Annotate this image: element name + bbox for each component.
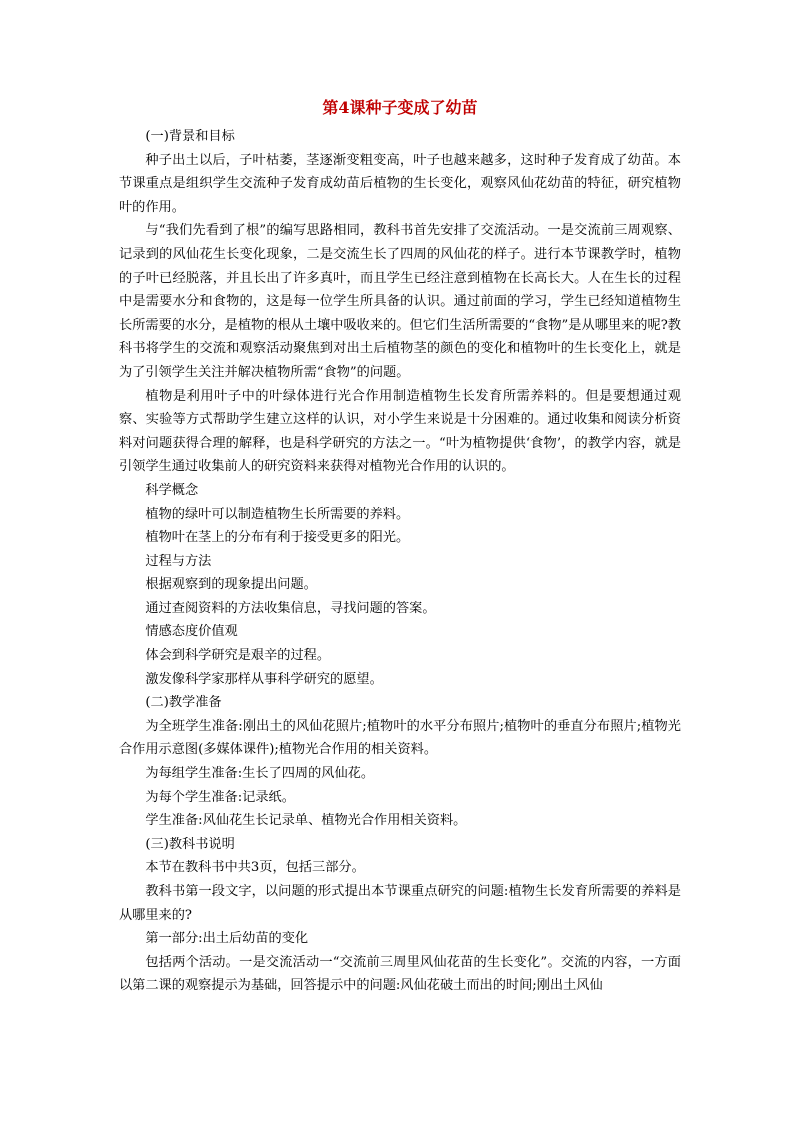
section-heading-textbook: (三)教科书说明 xyxy=(145,836,235,852)
paragraph-two-activities: 包括两个活动。一是交流活动一“交流前三周里风仙花苗的生长变化”。交流的内容，一方面以第二课的观察提示为基础，回答提示中的问题:风仙花破土而出的时间;刚出土风仙 xyxy=(119,954,681,994)
paragraph-textbook-pages: 本节在教科书中共3页，包括三部分。 xyxy=(145,860,365,876)
document-body xyxy=(119,125,681,998)
list-item: 体会到科学研究是艰辛的过程。 xyxy=(145,648,331,664)
list-item: 为每个学生准备:记录纸。 xyxy=(145,789,295,805)
paragraph-first-section: 教科书第一段文字，以问题的形式提出本节课重点研究的问题:植物生长发育所需要的养料是从哪里来的? xyxy=(119,884,681,923)
subheading-process-methods: 过程与方法 xyxy=(145,553,212,569)
paragraph-photosynthesis: 植物是利用叶子中的叶绿体进行光合作用制造植物生长发育所需养料的。但是要想通过观察、实验等方式帮助学生建立这样的认识，对小学生来说是十分困难的。通过收集和阅读分析资料对问题获得合理的解释，也是科学研究的方法之一。“叶为植物提供‘食物’，的教学内容，就是引领学生通过收集前人的研究资料来获得对植物光合作用的认识的。 xyxy=(119,388,681,475)
list-item: 为每组学生准备:生长了四周的风仙花。 xyxy=(145,766,375,782)
section-heading-background: (一)背景和目标 xyxy=(145,129,235,144)
subheading-part-one: 第一部分:出土后幼苗的变化 xyxy=(145,931,309,947)
document-title: 第4课种子变成了幼苗 xyxy=(322,98,478,117)
list-item: 植物的绿叶可以制造植物生长所需要的养料。 xyxy=(145,506,410,522)
list-item: 植物叶在茎上的分布有利于接受更多的阳光。 xyxy=(145,530,410,546)
paragraph-intro: 种子出土以后，子叶枯萎，茎逐渐变粗变高，叶子也越来越多，这时种子发育成了幼苗。本节课重点是组织学生交流种子发育成幼苗后植物的生长变化，观察风仙花幼苗的特征，研究植物叶的作用。 xyxy=(119,152,681,215)
list-item: 激发像科学家那样从事科学研究的愿望。 xyxy=(145,671,383,687)
paragraph-exchange-activity: 与“我们先看到了根”的编写思路相同，教科书首先安排了交流活动。一是交流前三周观察、记录到的风仙花生长变化现象，二是交流生长了四周的风仙花的样子。进行本节课教学时，植物的子叶已经脱落，并且长出了许多真叶，而且学生已经注意到植物在长高长大。人在生长的过程中是需要水分和食物的，这是每一位学生所具备的认识。通过前面的学习，学生已经知道植物生长所需要的水分，是植物的根从土壤中吸收来的。但它们生活所需要的“食物”是从哪里来的呢?教科书将学生的交流和观察活动聚焦到对出土后植物茎的颜色的变化和植物叶的生长变化上，就是为了引领学生关注并解决植物所需“食物”的问题。 xyxy=(119,223,681,380)
section-heading-preparation: (二)教学准备 xyxy=(145,695,222,711)
subheading-science-concepts: 科学概念 xyxy=(145,482,199,498)
list-item: 根据观察到的现象提出问题。 xyxy=(145,577,317,593)
list-item: 学生准备:风仙花生长记录单、植物光合作用相关资料。 xyxy=(145,813,467,829)
paragraph-class-materials: 为全班学生准备:刚出土的风仙花照片;植物叶的水平分布照片;植物叶的垂直分布照片;植物光合作用示意图(多媒体课件);植物光合作用的相关资料。 xyxy=(119,718,681,758)
subheading-attitudes-values: 情感态度价值观 xyxy=(145,624,238,640)
list-item: 通过查阅资料的方法收集信息，寻找问题的答案。 xyxy=(145,600,436,616)
